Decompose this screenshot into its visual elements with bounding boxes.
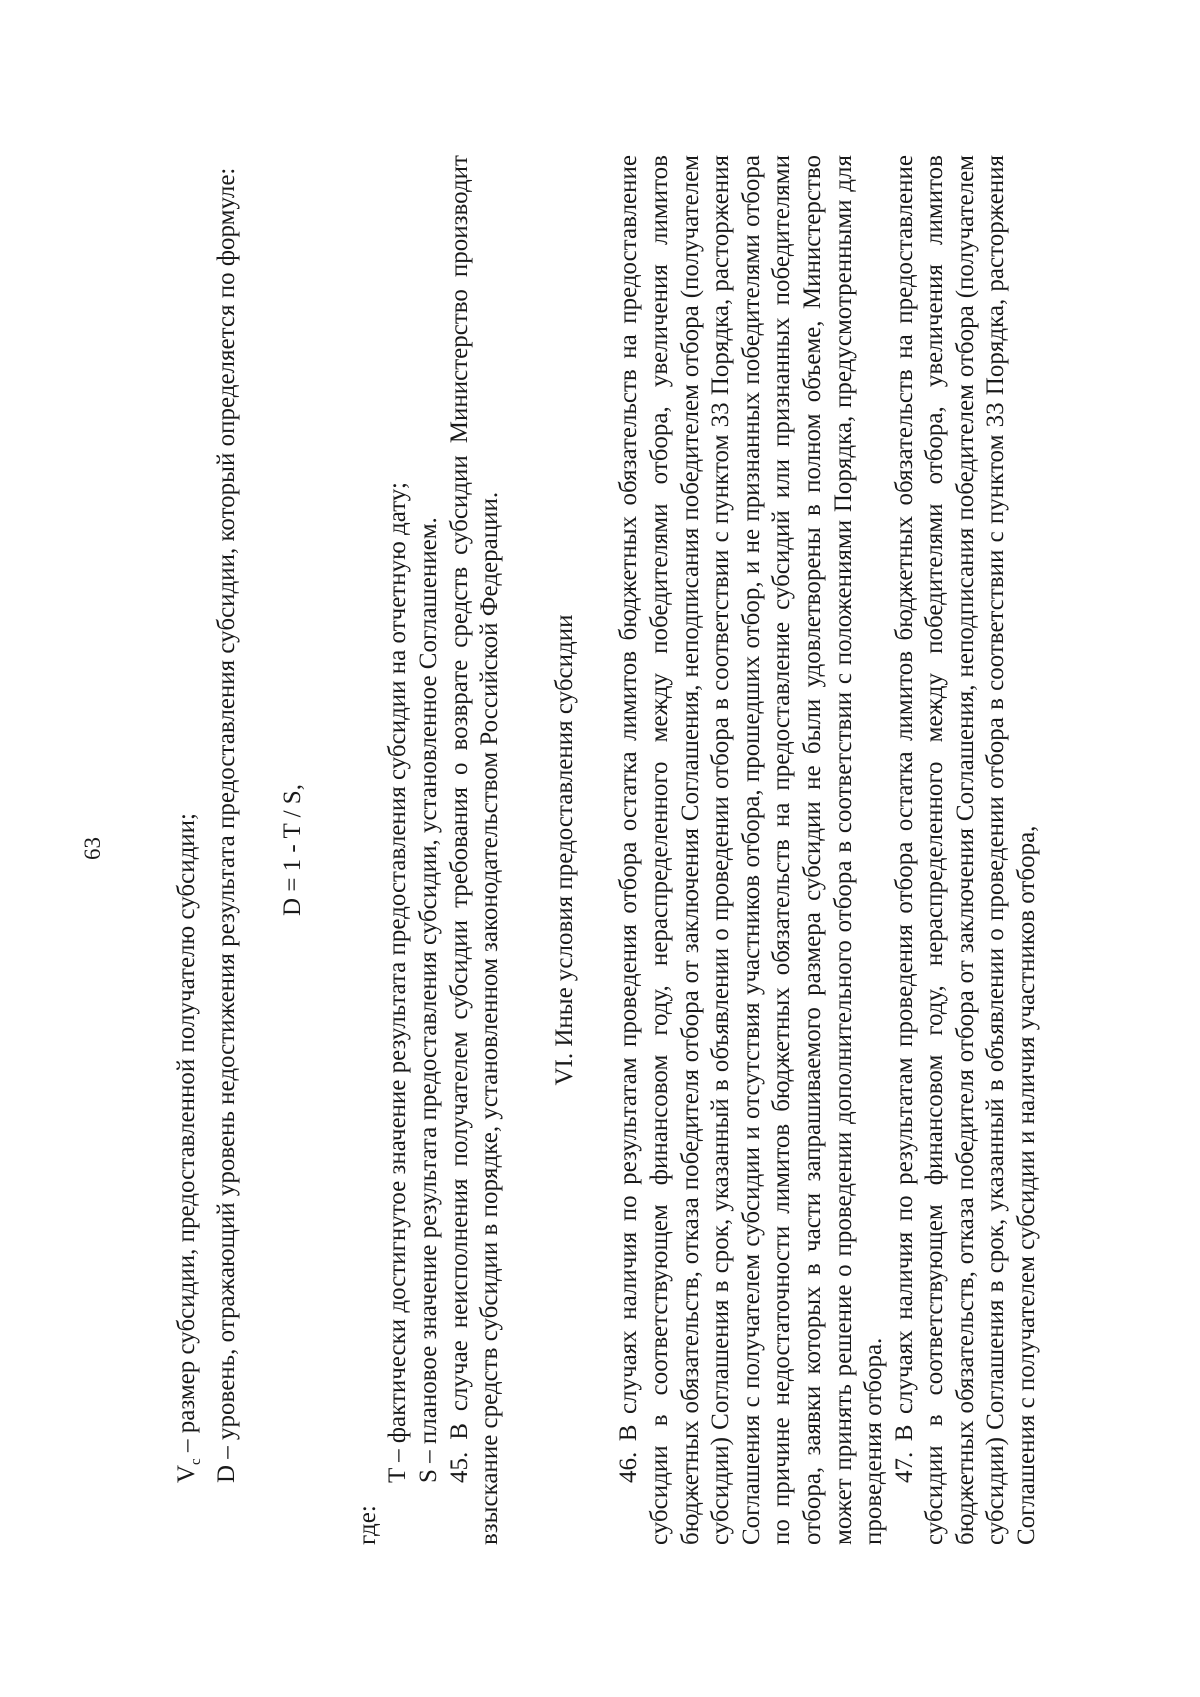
page-number: 63 <box>80 837 105 860</box>
definition-vc <box>172 155 212 1545</box>
where-label: где: <box>353 1505 381 1545</box>
clause-45: 45. В случае неисполнения получателем субсидии требования о возврате средств субсидии Министерство производит взыскание средств субсидии в порядке, установленном законодательством Российской Федерации. <box>445 155 504 1545</box>
clause-47: 47. В случаях наличия по результатам проведения отбора остатка лимитов бюджетных обязательств на предоставление субсидии в соответствующем финансовом году, нераспределенного между победителями отбора, увеличения лимитов бюджетных обязательств, отказа победителя отбора от заключения Соглашения, неподписания победителем отбора (получателем субсидии) Соглашения в срок, указанный в объявлении о проведении отбора в соответствии с пунктом 33 Порядка, расторжения Соглашения с получателем субсидии и наличия участников отбора, <box>890 155 1041 1545</box>
definition-t: T – фактически достигнутое значение результата предоставления субсидии на отчетную дату; <box>384 482 412 1483</box>
definition-s: S – плановое значение результата предоставления субсидии, установленное Соглашением. <box>414 517 442 1483</box>
document-body <box>172 155 1043 1545</box>
vc-text: – размер субсидии, предоставленной получателю субсидии; <box>173 813 200 1459</box>
section-title: VI. Иные условия предоставления субсидии <box>550 614 578 1086</box>
definition-d: D – уровень, отражающий уровень недостижения результата предоставления субсидии, который определяется по формуле: <box>212 167 240 1483</box>
vc-subscript: c <box>188 1458 204 1465</box>
formula: D = 1 - T / S, <box>279 784 307 916</box>
clause-46: 46. В случаях наличия по результатам проведения отбора остатка лимитов бюджетных обязательств на предоставление субсидии в соответствующем финансовом году, нераспределенного между победителями отбора, увеличения лимитов бюджетных обязательств, отказа победителя отбора от заключения Соглашения, неподписания победителем отбора (получателем субсидии) Соглашения в срок, указанный в объявлении о проведении отбора в соответствии с пунктом 33 Порядка, расторжения Соглашения с получателем субсидии и отсутствия участников отбора, прошедших отбор, и не признанных победителями отбора по причине недостаточности лимитов бюджетных обязательств на предоставление субсидий или признанных победителями отбора, заявки которых в части запрашиваемого размера субсидии не были удовлетворены в полном объеме, Министерство может принять решение о проведении дополнительного отбора в соответствии с положениями Порядка, предусмотренными для проведения отбора. <box>615 155 888 1545</box>
vc-symbol: V <box>173 1464 200 1483</box>
